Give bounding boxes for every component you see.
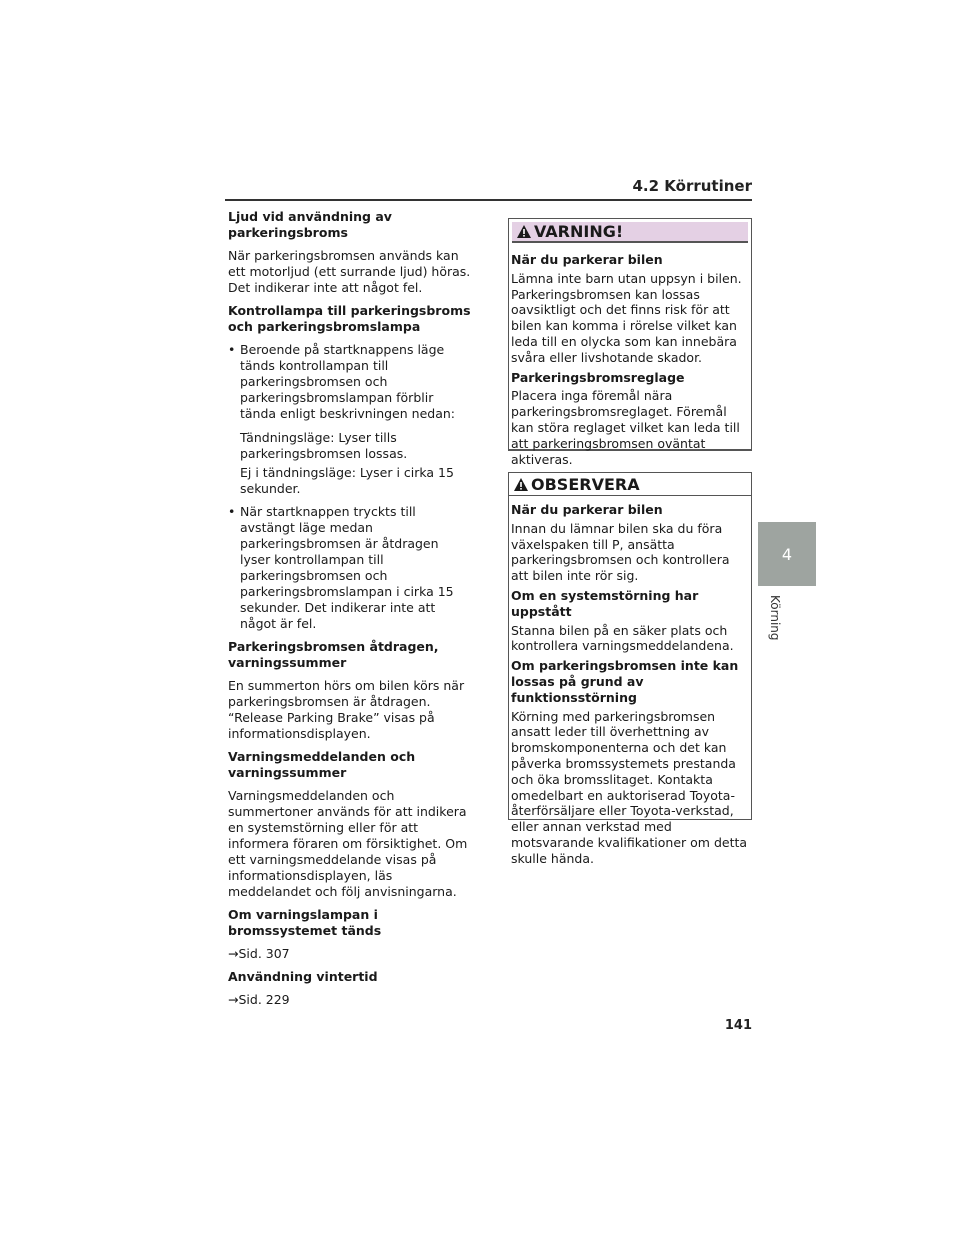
notice-text-release-failure: Körning med parkeringsbromsen ansatt leder till överhettning av bromskomponenterna och det kan påverka bromssystemets prestanda och öka bromsslitaget. Kontakta omedelbart en auktoriserad Toyota-återförsäljare eller Toyota-verkstad, eller annan verkstad med motsvarande kvalifikationer om detta skulle hända. [511, 708, 748, 866]
bullet-dot: • [228, 504, 236, 519]
paragraph-warning-messages: Varningsmeddelanden och summertoner används för att indikera en systemstörning eller för att informera föraren om försiktighet. Om ett varningsmeddelande visas på informationsdisplayen, läs meddelandet och följ anvisningarna. [228, 788, 468, 899]
notice-text-parking: Innan du lämnar bilen ska du föra växelspaken till P, ansätta parkeringsbromsen och kontrollera att bilen inte rör sig. [511, 520, 730, 584]
bullet-text: När startknappen tryckts till avstängt läge medan parkeringsbromsen är åtdragen lyser kontrollampan till parkeringsbromsen och parkeringsbromslampan i cirka 15 sekunder. Det indikerar inte att något är fel. [240, 504, 454, 631]
paragraph-brake-applied-buzzer: En summerton hörs om bilen körs när parkeringsbromsen är åtdragen. “Release Parking Brake” visas på informationsdisplayen. [228, 678, 465, 741]
bullet-item [228, 504, 471, 632]
notice-heading-release-failure: Om parkeringsbromsen inte kan lossas på grund av funktionsstörning [511, 658, 739, 705]
paragraph-parking-brake-sound: När parkeringsbromsen används kan ett motorljud (ett surrande ljud) höras. Det indikerar inte att något fel. [228, 248, 471, 295]
heading-brake-applied-buzzer: Parkeringsbromsen åtdragen, varningssummer [228, 639, 439, 670]
notice-text-malfunction: Stanna bilen på en säker plats och kontrollera varningsmeddelandena. [511, 622, 734, 654]
notice-body [509, 496, 751, 867]
bullet-dot: • [228, 342, 236, 357]
heading-brake-warning-lamp: Om varningslampan i bromssystemet tänds [228, 907, 382, 938]
heading-warning-messages: Varningsmeddelanden och varningssummer [228, 749, 416, 780]
bullet-text: Beroende på startknappens läge tänds kontrollampan till parkeringsbromsen och parkeringsbromslampan förblir tända enligt beskrivningen nedan: [240, 342, 455, 421]
warning-text-switch: Placera inga föremål nära parkeringsbromsreglaget. Föremål kan störa reglaget vilket kan leda till att parkeringsbromsen oväntat aktiveras. [511, 388, 740, 467]
bullet-item [228, 342, 471, 497]
section-header: 4.2 Körrutiner [632, 177, 752, 195]
page-number: 141 [724, 1018, 752, 1033]
warning-title-bar [512, 222, 748, 243]
warning-heading-switch: Parkeringsbromsreglage [511, 369, 685, 385]
bullet-subtext: Tändningsläge: Lyser tills parkeringsbromsen lossas. [240, 430, 408, 461]
page-reference-link[interactable]: →Sid. 229 [228, 992, 290, 1007]
heading-indicator-lamp: Kontrollampa till parkeringsbroms och parkeringsbromslampa [228, 303, 471, 334]
warning-box [508, 218, 752, 467]
warning-triangle-icon [513, 477, 529, 492]
warning-heading-parking: När du parkerar bilen [511, 252, 663, 267]
chapter-tab[interactable] [758, 522, 816, 586]
notice-box [508, 472, 752, 866]
notice-title: OBSERVERA [531, 475, 640, 494]
warning-title: VARNING! [534, 222, 624, 241]
notice-heading-parking: När du parkerar bilen [511, 502, 663, 517]
chapter-label: Körning [768, 595, 782, 641]
heading-winter-use: Användning vintertid [228, 969, 378, 984]
notice-title-bar [509, 474, 751, 496]
heading-parking-brake-sound: Ljud vid användning av parkeringsbroms [228, 209, 392, 240]
notice-heading-malfunction: Om en systemstörning har uppstått [511, 587, 699, 619]
left-column [228, 209, 471, 1015]
warning-triangle-icon [516, 224, 532, 239]
bullet-subtext: Ej i tändningsläge: Lyser i cirka 15 sekunder. [240, 465, 454, 496]
warning-body [509, 246, 751, 467]
warning-text-parking: Lämna inte barn utan uppsyn i bilen. Parkeringsbromsen kan lossas oavsiktligt och det finns risk för att bilen kan komma i rörelse vilket kan leda till en olycka som kan innebära svåra eller livshotande skador. [511, 270, 742, 365]
header-rule [225, 199, 752, 201]
page-reference-link[interactable]: →Sid. 307 [228, 946, 290, 961]
chapter-number: 4 [781, 544, 793, 564]
